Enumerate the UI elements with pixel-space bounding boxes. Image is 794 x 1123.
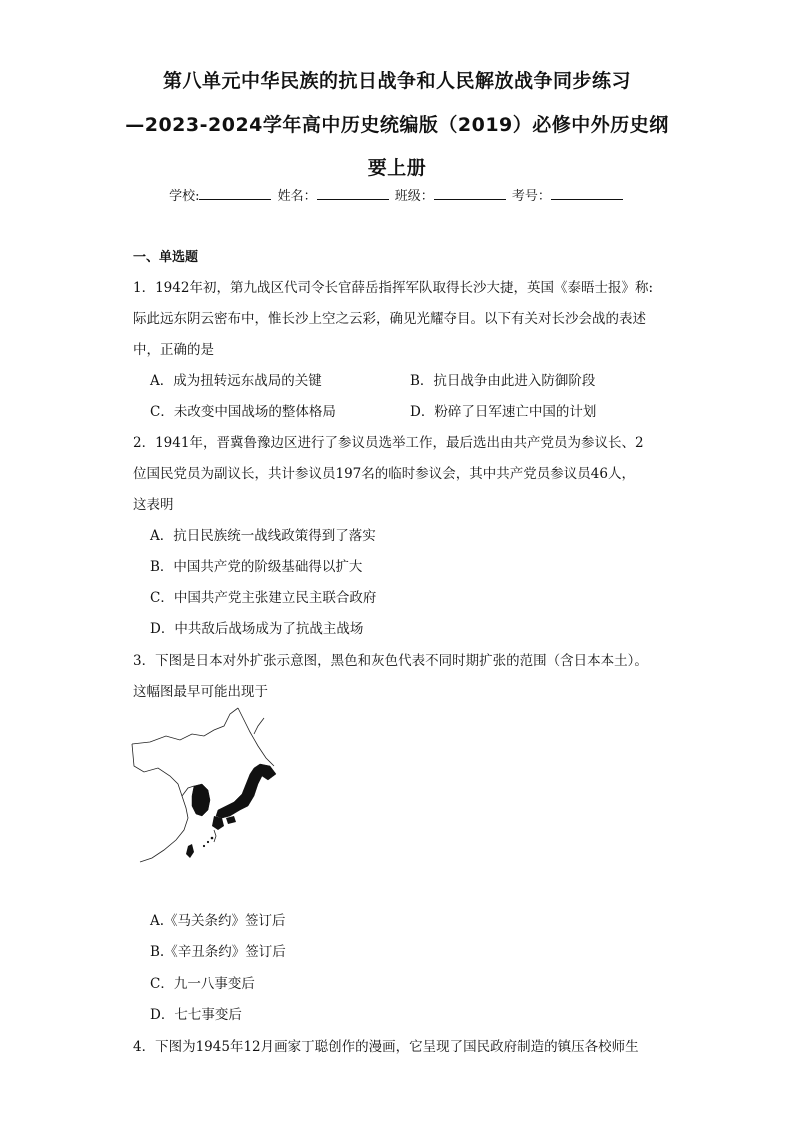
q2-stem-line-3: 这表明 xyxy=(133,497,174,513)
q2-option-b[interactable]: B．中国共产党的阶级基础得以扩大 xyxy=(150,559,363,575)
q2-option-c[interactable]: C．中国共产党主张建立民主联合政府 xyxy=(150,590,377,606)
class-blank[interactable] xyxy=(434,186,506,200)
taiwan-territory xyxy=(186,844,194,858)
q1-stem-line-2: 际此远东阴云密布中，惟长沙上空之云彩，确见光耀夺目。以下有关对长沙会战的表述 xyxy=(133,311,646,327)
q2-stem-line-2: 位国民党员为副议长，共计参议员197名的临时参议会，其中共产党员参议员46人， xyxy=(133,466,635,482)
q2-option-d[interactable]: D．中共敌后战场成为了抗战主战场 xyxy=(150,621,364,637)
q1-option-c[interactable]: C．未改变中国战场的整体格局 xyxy=(150,404,336,420)
q3-stem-line-2: 这幅图最早可能出现于 xyxy=(133,684,268,700)
student-info-row xyxy=(0,185,794,204)
school-blank[interactable] xyxy=(199,186,271,200)
japan-shikoku xyxy=(226,816,236,824)
q2-stem-line-1: 2．1941年，晋冀鲁豫边区进行了参议员选举工作，最后选出由共产党员为参议长、2 xyxy=(133,435,644,451)
q3-option-b[interactable]: B.《辛丑条约》签订后 xyxy=(150,944,286,960)
name-blank[interactable] xyxy=(317,186,389,200)
korea-territory xyxy=(192,784,210,816)
school-label: 学校: xyxy=(169,189,200,204)
q3-option-a[interactable]: A.《马关条约》签订后 xyxy=(150,913,286,929)
title-line-3: 要上册 xyxy=(367,157,427,179)
class-label: 班级： xyxy=(394,189,434,204)
exam-number-label: 考号： xyxy=(511,189,551,204)
q1-option-b[interactable]: B．抗日战争由此进入防御阶段 xyxy=(410,373,596,389)
name-label: 姓名： xyxy=(277,189,317,204)
q2-option-a[interactable]: A．抗日民族统一战线政策得到了落实 xyxy=(150,528,376,544)
title-line-1: 第八单元中华民族的抗日战争和人民解放战争同步练习 xyxy=(162,70,631,92)
q4-stem-line-1: 4．下图为1945年12月画家丁聪创作的漫画，它呈现了国民政府制造的镇压各校师生 xyxy=(133,1039,639,1055)
japan-main-islands xyxy=(216,764,276,818)
exam-number-blank[interactable] xyxy=(551,186,623,200)
title-line-2: —2023-2024学年高中历史统编版（2019）必修中外历史纲 xyxy=(125,114,669,136)
q1-stem-line-3: 中，正确的是 xyxy=(133,342,214,358)
q3-stem-line-1: 3．下图是日本对外扩张示意图，黑色和灰色代表不同时期扩张的范围（含日本本土）。 xyxy=(133,653,648,669)
q1-stem-line-1: 1．1942年初，第九战区代司令长官薛岳指挥军队取得长沙大捷，英国《泰晤士报》称: xyxy=(133,280,653,296)
q1-option-d[interactable]: D．粉碎了日军速亡中国的计划 xyxy=(410,404,597,420)
q3-option-d[interactable]: D．七七事变后 xyxy=(150,1007,242,1023)
q3-option-c[interactable]: C．九一八事变后 xyxy=(150,976,255,992)
japan-expansion-map xyxy=(130,706,290,866)
section-heading: 一、单选题 xyxy=(133,250,199,265)
q1-option-a[interactable]: A．成为扭转远东战局的关键 xyxy=(150,373,322,389)
